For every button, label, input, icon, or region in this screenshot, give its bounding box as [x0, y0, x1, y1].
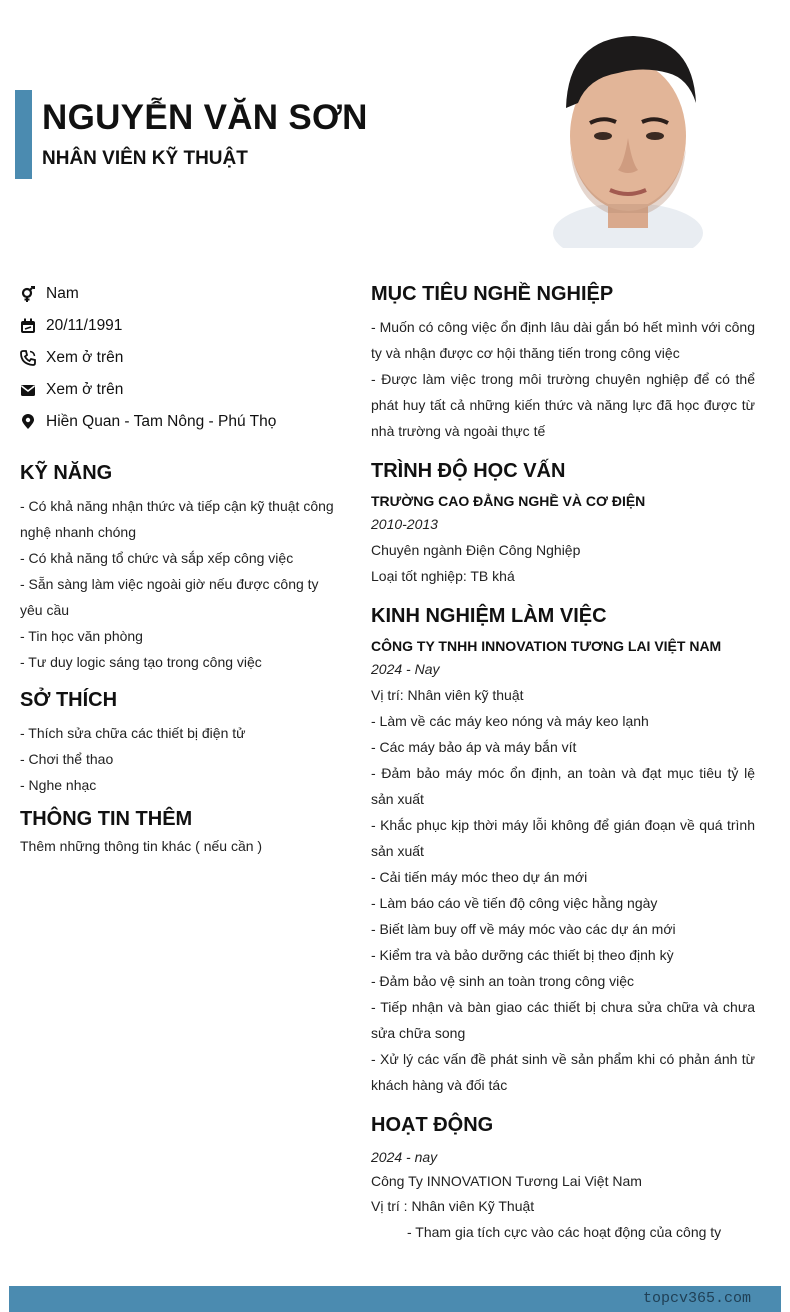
- experience-position: Vị trí: Nhân viên kỹ thuật: [371, 687, 524, 703]
- contact-phone: [20, 342, 340, 374]
- skill-item: - Tư duy logic sáng tạo trong công việc: [20, 654, 262, 670]
- activities-title: HOẠT ĐỘNG: [371, 1114, 494, 1136]
- gender-value: Nam: [46, 285, 79, 302]
- experience-company: CÔNG TY TNHH INNOVATION TƯƠNG LAI VIỆT NAM: [371, 638, 722, 654]
- skill-item: - Tin học văn phòng: [20, 628, 143, 644]
- objective-item: - Được làm việc trong môi trường chuyên nghiệp để có thể phát huy tất cả những kiến thức và năng lực đã học được từ nhà trường và ngoài thực tế: [371, 371, 755, 439]
- phone-icon: [20, 350, 36, 366]
- phone-value: Xem ở trên: [46, 349, 124, 366]
- objective-item: - Muốn có công việc ổn định lâu dài gắn bó hết mình với công ty và nhận được cơ hội thăng tiến trong công việc: [371, 319, 755, 361]
- objective-title: MỤC TIÊU NGHỀ NGHIỆP: [371, 283, 614, 305]
- duty-item: - Các máy bảo áp và máy bắn vít: [371, 739, 577, 755]
- duty-item: - Làm về các máy keo nóng và máy keo lạnh: [371, 713, 649, 729]
- extra-info-text: Thêm những thông tin khác ( nếu cần ): [20, 838, 263, 854]
- location-pin-icon: [20, 414, 36, 430]
- experience-duties: [371, 708, 755, 1098]
- candidate-name: NGUYỄN VĂN SƠN: [42, 98, 368, 137]
- education-grade: Loại tốt nghiệp: TB khá: [371, 568, 515, 584]
- skill-item: - Sẵn sàng làm việc ngoài giờ nếu được công ty yêu cầu: [20, 576, 319, 618]
- skills-title: KỸ NĂNG: [20, 462, 113, 484]
- right-column: [371, 283, 755, 1245]
- education-major: Chuyên ngành Điện Công Nghiệp: [371, 542, 581, 558]
- hobbies-title: SỞ THÍCH: [20, 689, 118, 711]
- duty-item: - Cải tiến máy móc theo dự án mới: [371, 869, 588, 885]
- hobby-item: - Nghe nhạc: [20, 777, 97, 793]
- duty-item: - Xử lý các vấn đề phát sinh về sản phẩm khi có phản ánh từ khách hàng và đối tác: [371, 1051, 755, 1093]
- skill-item: - Có khả năng tổ chức và sắp xếp công việc: [20, 550, 294, 566]
- birthday-value: 20/11/1991: [46, 317, 123, 334]
- duty-item: - Đảm bảo vệ sinh an toàn trong công việc: [371, 973, 635, 989]
- name-accent-bar: [15, 90, 32, 179]
- duty-item: - Khắc phục kịp thời máy lỗi không để gián đoạn về quá trình sản xuất: [371, 817, 755, 859]
- experience-period: 2024 - Nay: [371, 661, 440, 677]
- contact-address: [20, 406, 340, 438]
- watermark-text: topcv365.com: [642, 1290, 751, 1307]
- activities-detail: - Tham gia tích cực vào các hoạt động của công ty: [407, 1224, 722, 1240]
- address-value: Hiền Quan - Tam Nông - Phú Thọ: [46, 413, 277, 430]
- cv-header: [0, 0, 790, 260]
- contact-gender: [20, 278, 340, 310]
- activities-org: Công Ty INNOVATION Tương Lai Việt Nam: [371, 1173, 642, 1189]
- skill-item: - Có khả năng nhận thức và tiếp cận kỹ thuật công nghệ nhanh chóng: [20, 498, 334, 540]
- email-value: Xem ở trên: [46, 381, 124, 398]
- duty-item: - Biết làm buy off về máy móc vào các dự án mới: [371, 921, 676, 937]
- duty-item: - Tiếp nhận và bàn giao các thiết bị chưa sửa chữa và chưa sửa chữa song: [371, 999, 755, 1041]
- profile-photo: [548, 28, 708, 248]
- duty-item: - Kiểm tra và bảo dưỡng các thiết bị theo định kỳ: [371, 947, 674, 963]
- education-school: TRƯỜNG CAO ĐẲNG NGHỀ VÀ CƠ ĐIỆN: [371, 493, 646, 509]
- extra-info-title: THÔNG TIN THÊM: [20, 808, 193, 830]
- activities-period: 2024 - nay: [371, 1149, 438, 1165]
- education-period: 2010-2013: [371, 516, 438, 532]
- gender-icon: [20, 286, 36, 302]
- hobby-item: - Thích sửa chữa các thiết bị điện tử: [20, 725, 246, 741]
- left-column: [20, 278, 340, 859]
- skills-list: [20, 493, 340, 675]
- envelope-icon: [20, 382, 36, 398]
- duty-item: - Làm báo cáo về tiến độ công việc hằng ngày: [371, 895, 658, 911]
- education-title: TRÌNH ĐỘ HỌC VẤN: [371, 460, 566, 482]
- hobbies-list: [20, 720, 340, 798]
- contact-birthday: [20, 310, 340, 342]
- activities-position: Vị trí : Nhân viên Kỹ Thuật: [371, 1198, 535, 1214]
- footer-bar: [9, 1286, 781, 1312]
- experience-title: KINH NGHIỆM LÀM VIỆC: [371, 605, 607, 627]
- contact-email: [20, 374, 340, 406]
- hobby-item: - Chơi thể thao: [20, 751, 114, 767]
- calendar-icon: [20, 318, 36, 334]
- candidate-job-title: NHÂN VIÊN KỸ THUẬT: [42, 148, 248, 169]
- duty-item: - Đảm bảo máy móc ổn định, an toàn và đạt mục tiêu tỷ lệ sản xuất: [371, 765, 755, 807]
